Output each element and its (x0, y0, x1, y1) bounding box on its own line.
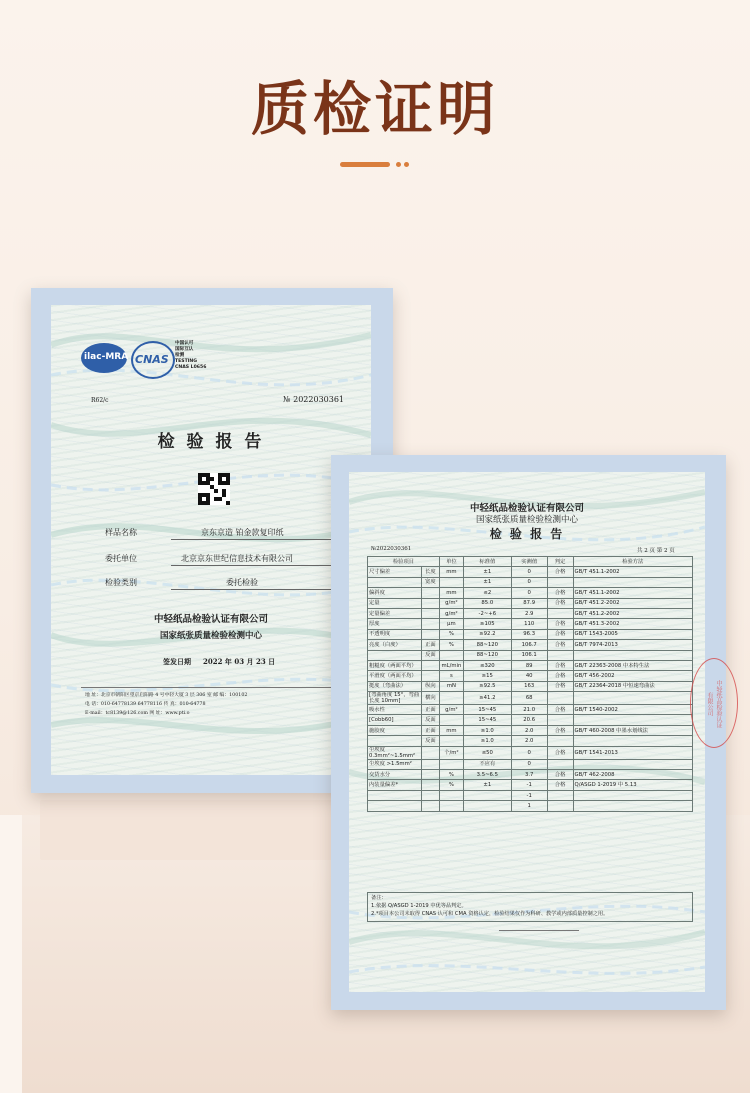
cnas-caption-line: CNAS L0656 (175, 365, 207, 370)
table-cell (573, 715, 692, 725)
table-cell: 尘埃度 >1.5mm² (368, 759, 422, 769)
table-cell: GB/T 451.1-2002 (573, 567, 692, 577)
report-number: № 2022030361 (283, 395, 345, 404)
table-cell: GB/T 451.3-2002 (573, 619, 692, 629)
table-row (368, 598, 693, 608)
table-cell: 3.7 (511, 770, 547, 780)
table-cell (421, 780, 439, 790)
table-cell (573, 736, 692, 746)
table-row (368, 660, 693, 670)
table-cell: 定量偏差 (368, 608, 422, 618)
table-row (368, 567, 693, 577)
table-cell: -2~+6 (463, 608, 511, 618)
field-value: 京东京造 铂金款复印纸 (201, 528, 284, 537)
table-cell (573, 692, 692, 705)
table-cell: mm (439, 567, 463, 577)
table-cell: GB/T 7974-2013 (573, 640, 692, 650)
table-cell (439, 759, 463, 769)
table-cell: 88~120 (463, 650, 511, 660)
table-cell: mm (439, 588, 463, 598)
table-cell: 2.0 (511, 725, 547, 735)
table-cell (439, 715, 463, 725)
table-cell: 0 (511, 567, 547, 577)
table-cell: 88~120 (463, 640, 511, 650)
table-cell: mm (439, 725, 463, 735)
table-cell: ≤50 (463, 746, 511, 759)
table-row (368, 746, 693, 759)
table-cell: g/m² (439, 598, 463, 608)
cnas-caption-line: 检测 (175, 353, 185, 358)
table-cell: % (439, 629, 463, 639)
table-row (368, 770, 693, 780)
table-cell (421, 619, 439, 629)
test-results-sheet (349, 472, 705, 992)
table-cell (547, 650, 573, 660)
ilac-mra-logo (81, 343, 127, 373)
official-seal (690, 658, 738, 748)
column-header: 判定 (547, 557, 573, 567)
table-cell (421, 660, 439, 670)
table-row (368, 608, 693, 618)
page-indicator: 共 2 页 第 2 页 (637, 548, 675, 554)
cnas-caption (175, 341, 206, 371)
table-cell: 106.7 (511, 640, 547, 650)
table-row (368, 715, 693, 725)
table-cell: [弯曲角度 15°，弯曲长度 10mm] (368, 692, 422, 705)
table-cell: 合格 (547, 746, 573, 759)
table-row (368, 577, 693, 587)
table-cell: ±1 (463, 780, 511, 790)
report-code: R62/c (91, 397, 109, 404)
table-cell: % (439, 640, 463, 650)
table-cell (547, 801, 573, 811)
qr-code-icon (198, 473, 230, 505)
table-cell: 40 (511, 671, 547, 681)
pedestal-edge (0, 815, 22, 1093)
table-cell (547, 715, 573, 725)
report-title: 检 验 报 告 (157, 432, 265, 452)
table-cell: 合格 (547, 681, 573, 691)
cnas-caption-line: 国际互认 (175, 347, 194, 352)
table-cell: 163 (511, 681, 547, 691)
notes-title: 备注： (371, 895, 387, 901)
table-cell (573, 650, 692, 660)
table-cell (573, 759, 692, 769)
table-cell: 反面 (421, 715, 439, 725)
table-cell: mL/min (439, 660, 463, 670)
field-underline (171, 539, 343, 540)
table-row (368, 629, 693, 639)
table-cell: 0 (511, 746, 547, 759)
table-cell: ≥41.2 (463, 692, 511, 705)
table-cell (421, 629, 439, 639)
table-cell: 3.5~6.5 (463, 770, 511, 780)
table-row (368, 780, 693, 790)
table-row (368, 705, 693, 715)
table-cell: GB/T 1543-2005 (573, 629, 692, 639)
table-row (368, 671, 693, 681)
table-cell: GB/T 1541-2013 (573, 746, 692, 759)
footer-divider (81, 687, 371, 688)
table-cell: 尘埃度 0.3mm²~1.5mm² (368, 746, 422, 759)
table-cell: 合格 (547, 660, 573, 670)
table-cell: 不应有 (463, 759, 511, 769)
table-cell (421, 608, 439, 618)
table-cell: GB/T 462-2008 (573, 770, 692, 780)
certificate-cover (51, 305, 371, 775)
table-cell: 长度 (421, 567, 439, 577)
table-cell: ≤2 (463, 588, 511, 598)
table-cell: [Cobb60] (368, 715, 422, 725)
table-cell: GB/T 451.2-2002 (573, 598, 692, 608)
table-cell: 68 (511, 692, 547, 705)
table-cell: 合格 (547, 780, 573, 790)
table-cell (463, 801, 511, 811)
table-row (368, 725, 693, 735)
table-cell (421, 759, 439, 769)
table-cell (421, 770, 439, 780)
table-cell: GB/T 460-2008 中墨水划线法 (573, 725, 692, 735)
signature-line (499, 930, 579, 931)
table-cell (421, 598, 439, 608)
issue-date: 2022 年 03 月 23 日 (203, 657, 276, 666)
table-cell: 87.9 (511, 598, 547, 608)
cnas-caption-line: 中国认可 (175, 341, 194, 346)
column-header: 标准值 (463, 557, 511, 567)
column-header: 检验方法 (573, 557, 692, 567)
table-row (368, 640, 693, 650)
table-cell (547, 790, 573, 800)
table-cell: 吸水性 (368, 705, 422, 715)
table-row (368, 736, 693, 746)
table-cell (368, 736, 422, 746)
table-cell: Q/ASGD 1-2019 中 5.13 (573, 780, 692, 790)
field-label: 检验类别 (105, 578, 137, 587)
table-cell: -1 (511, 780, 547, 790)
table-cell: μm (439, 619, 463, 629)
results-table (367, 556, 693, 812)
table-cell: 合格 (547, 770, 573, 780)
title-dot (396, 162, 401, 167)
table-cell (421, 671, 439, 681)
issuer-name: 中轻纸品检验认证有限公司 (469, 503, 584, 514)
table-cell: 施胶度 (368, 725, 422, 735)
table-cell: ≥1.0 (463, 736, 511, 746)
table-cell (547, 577, 573, 587)
table-row (368, 692, 693, 705)
table-cell (421, 790, 439, 800)
table-cell (547, 692, 573, 705)
table-cell: GB/T 451.1-2002 (573, 588, 692, 598)
title-underline (340, 162, 390, 167)
cnas-caption-line: TESTING (175, 359, 198, 364)
note-line: 2.*项目本公司未取得 CNAS 认可和 CMA 资格认定，检验结果仅作为科研、教学或内部质量控制之用。 (371, 911, 609, 917)
table-cell: 15~45 (463, 715, 511, 725)
notes-box (367, 892, 693, 922)
table-cell: 合格 (547, 629, 573, 639)
field-value: 北京京东世纪信息技术有限公司 (181, 554, 293, 563)
table-cell (547, 759, 573, 769)
table-cell (547, 608, 573, 618)
table-cell (421, 746, 439, 759)
table-cell: 2.0 (511, 736, 547, 746)
test-results-frame (331, 455, 726, 1010)
table-cell: 宽度 (421, 577, 439, 587)
report-title: 检 验 报 告 (489, 527, 565, 541)
table-cell (439, 801, 463, 811)
issue-date-label: 签发日期 (163, 657, 191, 666)
field-label: 样品名称 (105, 528, 137, 537)
table-row (368, 759, 693, 769)
report-number: №2022030361 (371, 546, 412, 552)
table-cell: 20.6 (511, 715, 547, 725)
table-cell: 尺寸偏差 (368, 567, 422, 577)
contact-line: E-mail：tc8139@126.com 网 址：www.pti.o (85, 711, 190, 716)
table-cell: 纵向 (421, 681, 439, 691)
table-cell (368, 790, 422, 800)
table-cell (368, 650, 422, 660)
table-cell: 合格 (547, 705, 573, 715)
table-cell: 合格 (547, 725, 573, 735)
table-row (368, 650, 693, 660)
contact-line: 地 址：北京市朝阳区望京启阳路 4 号中轻大厦 3 层 306 室 邮 编：100102 (85, 693, 248, 698)
table-cell: 挺度（弯曲法） (368, 681, 422, 691)
table-cell: 96.3 (511, 629, 547, 639)
contact-line: 电 话：010-64778139 64778116 传 真：010-64778 (85, 702, 206, 707)
table-cell: 厚度 (368, 619, 422, 629)
table-cell: 合格 (547, 619, 573, 629)
table-cell: 合格 (547, 598, 573, 608)
title-dot (404, 162, 409, 167)
field-underline (171, 565, 343, 566)
table-cell (421, 801, 439, 811)
issuer-center: 国家纸张质量检验检测中心 (159, 631, 262, 641)
table-cell: 合格 (547, 567, 573, 577)
table-cell: ≥15 (463, 671, 511, 681)
table-cell: GB/T 1540-2002 (573, 705, 692, 715)
table-cell: GB/T 451.2-2002 (573, 608, 692, 618)
table-cell: GB/T 22363-2008 中本特生法 (573, 660, 692, 670)
table-header (368, 557, 693, 567)
table-cell: % (439, 770, 463, 780)
table-cell: 合格 (547, 671, 573, 681)
table-row (368, 588, 693, 598)
table-cell: ±1 (463, 567, 511, 577)
table-cell: GB/T 456-2002 (573, 671, 692, 681)
table-row (368, 790, 693, 800)
table-cell: 正面 (421, 725, 439, 735)
table-cell: 106.1 (511, 650, 547, 660)
cnas-logo (131, 341, 175, 379)
table-row (368, 801, 693, 811)
table-cell: 内装量偏差* (368, 780, 422, 790)
table-cell: 亮度（白度） (368, 640, 422, 650)
table-cell: s (439, 671, 463, 681)
table-cell: 合格 (547, 588, 573, 598)
table-cell: ≥92.5 (463, 681, 511, 691)
contact-footer (85, 691, 247, 718)
column-header: 检验项目 (368, 557, 440, 567)
table-cell (439, 736, 463, 746)
table-cell: g/m² (439, 608, 463, 618)
table-cell (421, 588, 439, 598)
table-cell: 0 (511, 588, 547, 598)
table-cell: ±1 (463, 577, 511, 587)
table-cell: -1 (511, 790, 547, 800)
note-line: 1.依据 Q/ASGD 1-2019 中优等品判定。 (371, 903, 467, 909)
table-row (368, 619, 693, 629)
table-cell (439, 650, 463, 660)
pedestal-step (40, 800, 340, 860)
table-cell (439, 790, 463, 800)
table-cell: 不透明度 (368, 629, 422, 639)
column-header: 实测值 (511, 557, 547, 567)
page-title: 质检证明 (250, 75, 499, 143)
table-cell (573, 577, 692, 587)
table-cell (463, 790, 511, 800)
field-underline (171, 589, 343, 590)
table-cell: 15~45 (463, 705, 511, 715)
table-row (368, 681, 693, 691)
table-cell: 21.0 (511, 705, 547, 715)
ilac-mra-text: ilac-MRA (84, 352, 129, 362)
table-cell: 89 (511, 660, 547, 670)
table-cell (439, 692, 463, 705)
table-cell: 2.9 (511, 608, 547, 618)
table-cell: 正面 (421, 640, 439, 650)
issuer-center: 国家纸张质量检验检测中心 (475, 515, 578, 525)
table-cell: ≥1.0 (463, 725, 511, 735)
table-cell: ≤320 (463, 660, 511, 670)
table-cell: 交货水分 (368, 770, 422, 780)
table-cell: 0 (511, 577, 547, 587)
table-cell: 平滑度（两面平均） (368, 671, 422, 681)
table-cell: mN (439, 681, 463, 691)
table-cell (439, 577, 463, 587)
table-cell: 正面 (421, 705, 439, 715)
seal-text: 中轻纸品检验认证有限公司 (706, 680, 722, 728)
table-cell: GB/T 22364-2018 中恒速弯曲法 (573, 681, 692, 691)
table-cell: g/m² (439, 705, 463, 715)
table-cell (547, 736, 573, 746)
table-cell: ≥105 (463, 619, 511, 629)
table-cell: ≥92.2 (463, 629, 511, 639)
table-cell: 定量 (368, 598, 422, 608)
table-cell: 85.0 (463, 598, 511, 608)
field-label: 委托单位 (105, 554, 137, 563)
table-cell: 反面 (421, 736, 439, 746)
table-cell: 偏斜度 (368, 588, 422, 598)
column-header: 单位 (439, 557, 463, 567)
issuer-name: 中轻纸品检验认证有限公司 (153, 614, 268, 625)
table-cell: 0 (511, 759, 547, 769)
table-cell: 个/m² (439, 746, 463, 759)
table-cell: 合格 (547, 640, 573, 650)
table-cell: 1 (511, 801, 547, 811)
cnas-text: CNAS (135, 353, 169, 366)
table-cell (368, 577, 422, 587)
table-cell (368, 801, 422, 811)
table-cell (573, 801, 692, 811)
table-cell: 110 (511, 619, 547, 629)
field-value: 委托检验 (226, 578, 258, 587)
table-cell: 横向 (421, 692, 439, 705)
table-cell: % (439, 780, 463, 790)
table-cell: 粗糙度（两面平均） (368, 660, 422, 670)
table-cell (573, 790, 692, 800)
table-cell: 反面 (421, 650, 439, 660)
